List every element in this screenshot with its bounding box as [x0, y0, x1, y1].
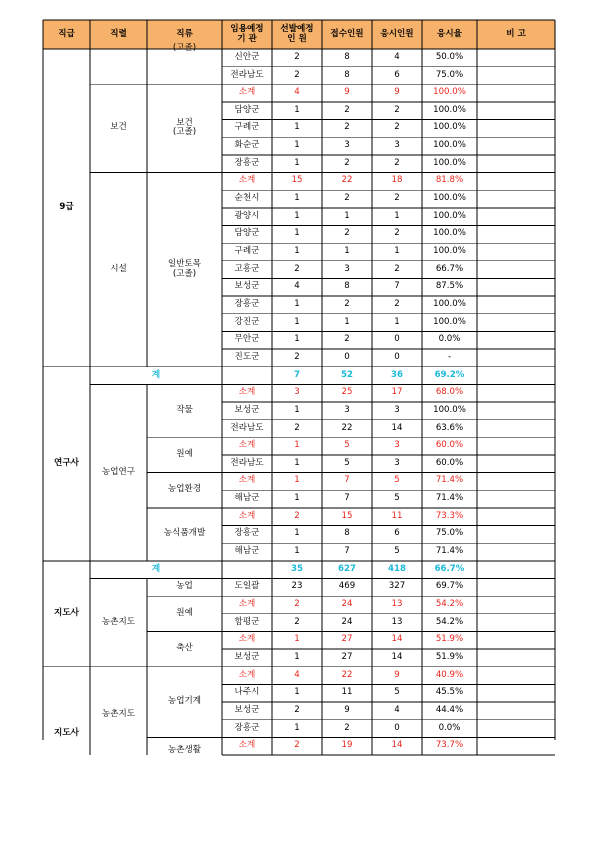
- planned-cell: 1: [294, 140, 300, 151]
- takers-cell: 36: [391, 369, 403, 380]
- class-label: 농촌생활: [167, 745, 202, 756]
- class-label: 농업기계: [167, 696, 202, 707]
- takers-cell: 6: [394, 528, 400, 539]
- planned-cell: 1: [294, 687, 300, 698]
- planned-cell: 1: [294, 475, 300, 486]
- applicants-cell: 2: [344, 122, 350, 133]
- applicants-cell: 27: [341, 634, 353, 645]
- agency-cell: 구례군: [234, 246, 260, 257]
- applicants-cell: 25: [341, 387, 353, 398]
- rate-cell: 100.0%: [433, 122, 466, 133]
- takers-cell: 2: [394, 104, 400, 115]
- planned-cell: 15: [291, 175, 303, 186]
- planned-cell: 1: [294, 722, 300, 733]
- rate-cell: 100.0%: [433, 298, 466, 309]
- header-planned: 선발예정 인 원: [280, 23, 314, 44]
- takers-cell: 4: [394, 704, 400, 715]
- applicants-cell: 3: [344, 263, 350, 274]
- takers-cell: 1: [394, 246, 400, 257]
- rate-cell: 51.9%: [435, 634, 464, 645]
- applicants-cell: 22: [341, 422, 353, 433]
- applicants-cell: 7: [344, 475, 350, 486]
- rate-cell: 73.3%: [435, 510, 464, 521]
- takers-cell: 2: [394, 122, 400, 133]
- takers-cell: 2: [394, 298, 400, 309]
- agency-cell: 소계: [238, 175, 256, 186]
- applicants-cell: 27: [341, 651, 353, 662]
- agency-cell: 구례군: [234, 122, 260, 133]
- series-label: 보건: [110, 122, 127, 133]
- applicants-cell: 5: [344, 440, 350, 451]
- class-label: 축산: [176, 643, 193, 654]
- rate-cell: 75.0%: [435, 528, 464, 539]
- agency-cell: 광양시: [234, 210, 260, 221]
- header-takers: 응시인원: [380, 28, 414, 39]
- takers-cell: 2: [394, 157, 400, 168]
- header-applicants: 접수인원: [330, 28, 364, 39]
- planned-cell: 2: [294, 351, 300, 362]
- takers-cell: 17: [391, 387, 403, 398]
- rate-cell: 100.0%: [433, 87, 466, 98]
- agency-cell: 도일괄: [234, 581, 260, 592]
- takers-cell: 14: [391, 422, 403, 433]
- rate-cell: 71.4%: [435, 493, 464, 504]
- agency-cell: 신안군: [234, 51, 260, 62]
- planned-cell: 2: [294, 616, 300, 627]
- header-rate: 응시율: [437, 28, 462, 39]
- applicants-cell: 627: [338, 563, 356, 574]
- planned-cell: 4: [294, 669, 300, 680]
- planned-cell: 3: [294, 387, 300, 398]
- applicants-cell: 7: [344, 493, 350, 504]
- applicants-cell: 5: [344, 457, 350, 468]
- rate-cell: 100.0%: [433, 104, 466, 115]
- rate-cell: 66.7%: [435, 263, 464, 274]
- planned-cell: 2: [294, 422, 300, 433]
- planned-cell: 23: [291, 581, 303, 592]
- agency-cell: 전라남도: [230, 422, 264, 433]
- agency-cell: 해남군: [234, 546, 260, 557]
- grade-label: 지도사: [54, 727, 79, 738]
- class-label: 농업: [176, 581, 193, 592]
- rate-cell: 71.4%: [435, 546, 464, 557]
- agency-cell: 보성군: [234, 651, 260, 662]
- series-label: 농촌지도: [101, 616, 136, 627]
- applicants-cell: 9: [344, 87, 350, 98]
- class-label: 작물: [176, 404, 193, 415]
- planned-cell: 7: [294, 369, 300, 380]
- planned-cell: 1: [294, 334, 300, 345]
- series-label: 시설: [110, 263, 127, 274]
- applicants-cell: 22: [341, 175, 353, 186]
- class-label: 농식품개발: [163, 528, 206, 539]
- applicants-cell: 11: [341, 687, 353, 698]
- takers-cell: 4: [394, 51, 400, 62]
- takers-cell: 6: [394, 69, 400, 80]
- planned-cell: 35: [291, 563, 303, 574]
- rate-cell: 100.0%: [433, 157, 466, 168]
- agency-cell: 담양군: [234, 228, 260, 239]
- takers-cell: 18: [391, 175, 403, 186]
- series-label: 농업연구: [101, 466, 136, 477]
- class-label: 일반토목 (고졸): [167, 258, 202, 279]
- applicants-cell: 8: [344, 69, 350, 80]
- applicants-cell: 2: [344, 193, 350, 204]
- planned-cell: 1: [294, 651, 300, 662]
- takers-cell: 3: [394, 404, 400, 415]
- planned-cell: 2: [294, 510, 300, 521]
- class-label: 원예: [176, 607, 193, 618]
- applicants-cell: 3: [344, 140, 350, 151]
- agency-cell: 소계: [238, 510, 256, 521]
- takers-cell: 14: [391, 634, 403, 645]
- rate-cell: 75.0%: [435, 69, 464, 80]
- agency-cell: 나주시: [234, 687, 260, 698]
- applicants-cell: 15: [341, 510, 353, 521]
- agency-cell: 보성군: [234, 704, 260, 715]
- rate-cell: 100.0%: [433, 140, 466, 151]
- agency-cell: 장흥군: [234, 722, 260, 733]
- agency-cell: 소계: [238, 440, 256, 451]
- agency-cell: 보성군: [234, 281, 260, 292]
- applicants-cell: 2: [344, 104, 350, 115]
- rate-cell: 66.7%: [434, 563, 465, 574]
- planned-cell: 4: [294, 87, 300, 98]
- takers-cell: 0: [394, 722, 400, 733]
- planned-cell: 2: [294, 704, 300, 715]
- header-remarks: 비 고: [506, 28, 526, 39]
- agency-cell: 소계: [238, 475, 256, 486]
- applicants-cell: 2: [344, 157, 350, 168]
- agency-cell: 장흥군: [234, 157, 260, 168]
- planned-cell: 2: [294, 599, 300, 610]
- takers-cell: 2: [394, 228, 400, 239]
- rate-cell: 51.9%: [435, 651, 464, 662]
- planned-cell: 1: [294, 122, 300, 133]
- planned-cell: 1: [294, 528, 300, 539]
- agency-cell: 해남군: [234, 493, 260, 504]
- applicants-cell: 3: [344, 404, 350, 415]
- rate-cell: 0.0%: [438, 334, 461, 345]
- agency-cell: 소계: [238, 387, 256, 398]
- rate-cell: 69.7%: [435, 581, 464, 592]
- planned-cell: 1: [294, 298, 300, 309]
- agency-cell: 강진군: [234, 316, 260, 327]
- header-series: 직렬: [110, 28, 127, 39]
- grade-label: 연구사: [54, 457, 79, 468]
- planned-cell: 2: [294, 740, 300, 751]
- takers-cell: 5: [394, 687, 400, 698]
- agency-cell: 소계: [238, 87, 256, 98]
- rate-cell: -: [447, 351, 452, 362]
- takers-cell: 1: [394, 316, 400, 327]
- agency-cell: 화순군: [234, 140, 260, 151]
- planned-cell: 1: [294, 193, 300, 204]
- applicants-cell: 8: [344, 528, 350, 539]
- agency-cell: 소계: [238, 740, 256, 751]
- agency-cell: 보성군: [234, 404, 260, 415]
- rate-cell: 100.0%: [433, 404, 466, 415]
- planned-cell: 1: [294, 546, 300, 557]
- planned-cell: 1: [294, 104, 300, 115]
- rate-cell: 50.0%: [435, 51, 464, 62]
- applicants-cell: 1: [344, 210, 350, 221]
- agency-cell: 전라남도: [230, 69, 264, 80]
- grade-label: 지도사: [54, 607, 79, 618]
- agency-cell: 무안군: [234, 334, 260, 345]
- planned-cell: 2: [294, 69, 300, 80]
- planned-cell: 1: [294, 157, 300, 168]
- applicants-cell: 22: [341, 669, 353, 680]
- takers-cell: 327: [388, 581, 406, 592]
- applicants-cell: 2: [344, 298, 350, 309]
- rate-cell: 100.0%: [433, 316, 466, 327]
- agency-cell: 소계: [238, 669, 256, 680]
- planned-cell: 1: [294, 457, 300, 468]
- rate-cell: 87.5%: [435, 281, 464, 292]
- takers-cell: 13: [391, 616, 403, 627]
- takers-cell: 9: [394, 87, 400, 98]
- takers-cell: 1: [394, 210, 400, 221]
- planned-cell: 1: [294, 210, 300, 221]
- takers-cell: 2: [394, 193, 400, 204]
- takers-cell: 418: [388, 563, 406, 574]
- applicants-cell: 24: [341, 599, 353, 610]
- takers-cell: 0: [394, 334, 400, 345]
- applicants-cell: 0: [344, 351, 350, 362]
- takers-cell: 5: [394, 475, 400, 486]
- takers-cell: 9: [394, 669, 400, 680]
- applicants-cell: 7: [344, 546, 350, 557]
- grade-label: 9급: [59, 201, 74, 212]
- takers-cell: 0: [394, 351, 400, 362]
- takers-cell: 5: [394, 493, 400, 504]
- total-label: 계: [151, 369, 161, 380]
- rate-cell: 54.2%: [435, 616, 464, 627]
- applicants-cell: 2: [344, 722, 350, 733]
- planned-cell: 2: [294, 263, 300, 274]
- rate-cell: 44.4%: [435, 704, 464, 715]
- agency-cell: 담양군: [234, 104, 260, 115]
- applicants-cell: 24: [341, 616, 353, 627]
- planned-cell: 1: [294, 440, 300, 451]
- rate-cell: 54.2%: [435, 599, 464, 610]
- agency-cell: 순천시: [234, 193, 260, 204]
- applicants-cell: 8: [344, 51, 350, 62]
- takers-cell: 13: [391, 599, 403, 610]
- rate-cell: 100.0%: [433, 246, 466, 257]
- rate-cell: 60.0%: [435, 457, 464, 468]
- takers-cell: 3: [394, 440, 400, 451]
- header-grade: 직급: [58, 28, 75, 39]
- class-label: 농업환경: [167, 484, 202, 495]
- class-label: (고졸): [172, 42, 197, 53]
- rate-cell: 40.9%: [435, 669, 464, 680]
- takers-cell: 14: [391, 651, 403, 662]
- agency-cell: 전라남도: [230, 457, 264, 468]
- takers-cell: 7: [394, 281, 400, 292]
- applicants-cell: 2: [344, 228, 350, 239]
- planned-cell: 1: [294, 228, 300, 239]
- planned-cell: 4: [294, 281, 300, 292]
- applicants-cell: 19: [341, 740, 353, 751]
- header-class: 직류: [176, 28, 193, 39]
- planned-cell: 1: [294, 493, 300, 504]
- planned-cell: 1: [294, 316, 300, 327]
- rate-cell: 100.0%: [433, 228, 466, 239]
- agency-cell: 소계: [238, 599, 256, 610]
- header-agency: 임용예정 기 관: [230, 23, 264, 44]
- series-label: 농촌지도: [101, 709, 136, 720]
- planned-cell: 2: [294, 51, 300, 62]
- rate-cell: 63.6%: [435, 422, 464, 433]
- applicants-cell: 9: [344, 704, 350, 715]
- rate-cell: 71.4%: [435, 475, 464, 486]
- rate-cell: 81.8%: [435, 175, 464, 186]
- takers-cell: 5: [394, 546, 400, 557]
- agency-cell: 소계: [238, 634, 256, 645]
- applicants-cell: 8: [344, 281, 350, 292]
- planned-cell: 1: [294, 404, 300, 415]
- class-label: 보건 (고졸): [172, 117, 197, 138]
- agency-cell: 장흥군: [234, 528, 260, 539]
- class-label: 원예: [176, 449, 193, 459]
- rate-cell: 69.2%: [434, 369, 465, 380]
- rate-cell: 100.0%: [433, 210, 466, 221]
- total-label: 계: [151, 563, 161, 574]
- takers-cell: 14: [391, 740, 403, 751]
- takers-cell: 3: [394, 457, 400, 468]
- applicants-cell: 1: [344, 316, 350, 327]
- rate-cell: 60.0%: [435, 440, 464, 451]
- rate-cell: 100.0%: [433, 193, 466, 204]
- agency-cell: 장흥군: [234, 298, 260, 309]
- applicants-cell: 1: [344, 246, 350, 257]
- planned-cell: 1: [294, 634, 300, 645]
- planned-cell: 1: [294, 246, 300, 257]
- applicants-cell: 2: [344, 334, 350, 345]
- applicants-cell: 52: [341, 369, 353, 380]
- rate-cell: 0.0%: [438, 722, 461, 733]
- takers-cell: 3: [394, 140, 400, 151]
- rate-cell: 45.5%: [435, 687, 464, 698]
- rate-cell: 68.0%: [435, 387, 464, 398]
- agency-cell: 함평군: [234, 616, 260, 627]
- takers-cell: 2: [394, 263, 400, 274]
- agency-cell: 진도군: [234, 351, 260, 362]
- agency-cell: 고흥군: [234, 263, 260, 274]
- rate-cell: 73.7%: [435, 740, 464, 751]
- takers-cell: 11: [391, 510, 403, 521]
- applicants-cell: 469: [338, 581, 356, 592]
